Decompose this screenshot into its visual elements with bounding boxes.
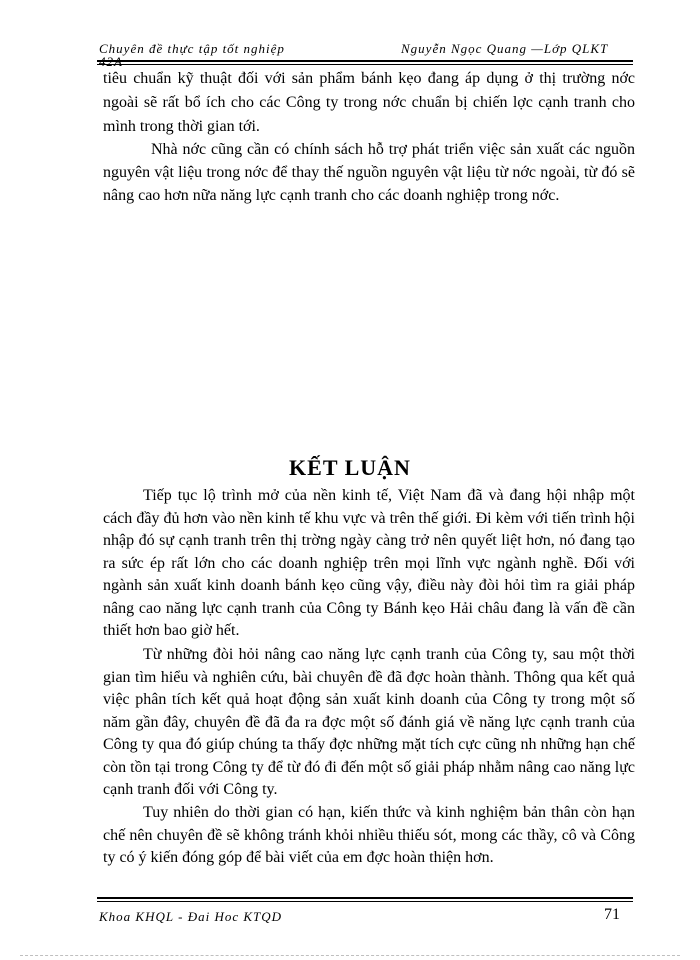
header-course-title: Chuyên đề thực tập tốt nghiệp	[99, 41, 285, 56]
body-paragraph: tiêu chuẩn kỹ thuật đối với sản phẩm bánh kẹo đang áp dụng ở thị trường nớc ngoài sẽ rất bổ ích cho các Công ty trong nớc chuẩn bị chiến lợc cạnh tranh cho mình trong thời gian tới.	[103, 70, 635, 135]
header-rule-thick	[97, 60, 633, 62]
conclusion-heading: KẾT LUẬN	[289, 455, 411, 480]
footer-rule-thin	[97, 901, 633, 902]
body-paragraph: Nhà nớc cũng cần có chính sách hỗ trợ phát triển việc sản xuất các nguồn nguyên vật liệu trong nớc để thay thế nguồn nguyên vật liệu từ nớc ngoài, từ đó sẽ nâng cao hơn nữa năng lực cạnh tranh cho các doanh nghiệp trong nớc.	[103, 141, 635, 204]
header-class-code: 42A	[99, 54, 123, 69]
conclusion-paragraph: Tiếp tục lộ trình mở của nền kinh tế, Việt Nam đã và đang hội nhập một cách đầy đủ hơn vào nền kinh tế khu vực và trên thế giới. Đi kèm với tiến trình hội nhập đó sự cạnh tranh trên thị trờng ngày càng trở nên quyết liệt hơn, nó đang tạo ra sức ép rất lớn cho các doanh nghiệp trên mọi lĩnh vực ngành nghề. Đối với ngành sản xuất kinh doanh bánh kẹo cũng vậy, điều này đòi hỏi tìm ra giải pháp nâng cao năng lực cạnh tranh của Công ty Bánh kẹo Hải châu đang là vấn đề cần thiết hơn bao giờ hết.	[103, 487, 635, 639]
header-rule-thin	[97, 64, 633, 65]
header-author: Nguyễn Ngọc Quang —Lớp QLKT	[401, 41, 609, 56]
page-number: 71	[604, 906, 620, 923]
conclusion-paragraph: Từ những đòi hỏi nâng cao năng lực cạnh tranh của Công ty, sau một thời gian tìm hiểu và nghiên cứu, bài chuyên đề đã đợc hoàn thành. Thông qua kết quả việc phân tích kết quả hoạt động sản xuất kinh doanh của Công ty trong một số năm gần đây, chuyên đề đã đa ra đợc một số đánh giá về năng lực cạnh tranh của Công ty qua đó giúp chúng ta thấy đợc những mặt tích cực cũng nh những hạn chế còn tồn tại trong Công ty để từ đó đi đến một số giải pháp nhằm nâng cao năng lực cạnh tranh đối với Công ty.	[103, 646, 635, 798]
page-edge-divider	[20, 955, 680, 956]
conclusion-paragraph: Tuy nhiên do thời gian có hạn, kiến thức và kinh nghiệm bản thân còn hạn chế nên chuyên đề sẽ không tránh khỏi nhiều thiếu sót, mong các thầy, cô và Công ty có ý kiến đóng góp để bài viết của em đợc hoàn thiện hơn.	[103, 804, 635, 866]
footer-rule-thick	[97, 897, 633, 899]
footer-faculty: Khoa KHQL - Đai Hoc KTQD	[99, 909, 283, 924]
